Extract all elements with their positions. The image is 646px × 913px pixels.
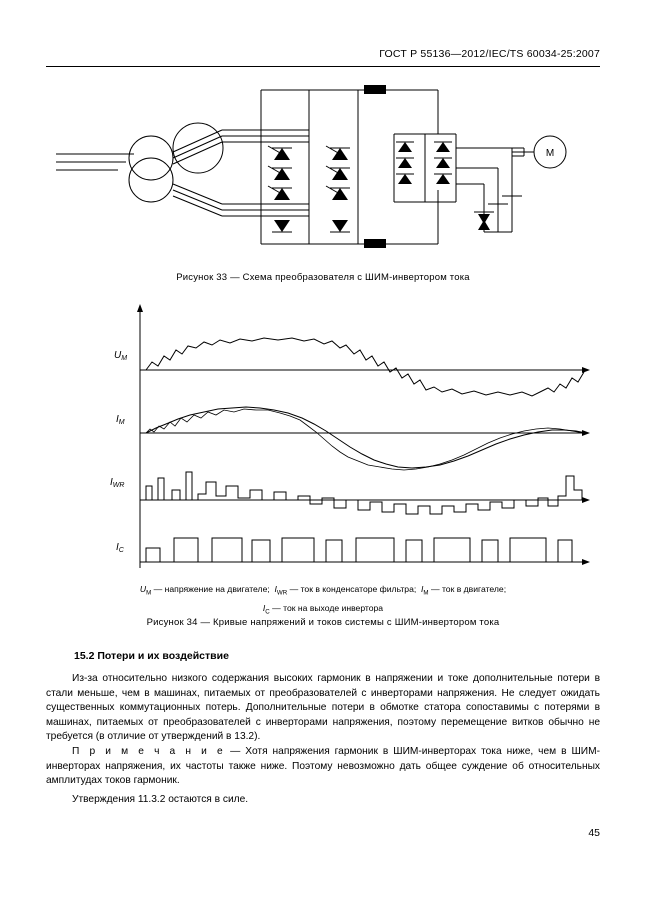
paragraph-statements xyxy=(46,793,600,808)
section-title: 15.2 Потери и их воздействие xyxy=(74,650,229,662)
figure-33-caption: Рисунок 33 — Схема преобразователя с ШИМ-инвертором тока xyxy=(176,272,470,283)
paragraph-losses xyxy=(46,672,600,745)
figure-34-legend-line2: $I_C$ — ток на выходе инвертора xyxy=(262,602,384,616)
paragraph-losses-text: Из-за относительно низкого содержания высоких гармоник в напряжении и токе дополнительные потери в стали меньше, чем в машинах, питаемых от преобразователей с инверторами напряжения. Не следует ожидать существенных коммутационных потерь. Дополнительные потери в обмотке статора сопоставимы с потерями в машинах, питаемых от преобразователей с инверторами напряжения, поэтому перемещение витков обычно не требуется (в отличие от утверждений в 13.2). xyxy=(46,673,600,743)
trace-label-im: $I_M$ xyxy=(116,414,125,426)
page-number: 45 xyxy=(588,827,600,839)
trace-label-um: $U_M$ xyxy=(114,350,128,362)
figure-34-waveforms xyxy=(46,300,600,575)
note-label: П р и м е ч а н и е xyxy=(72,746,226,757)
figure-34-caption: Рисунок 34 — Кривые напряжений и токов системы с ШИМ-инвертором тока xyxy=(146,617,500,628)
trace-label-ic: $I_C$ xyxy=(116,542,124,554)
page-header: ГОСТ Р 55136—2012/IEC/TS 60034-25:2007 xyxy=(379,48,600,60)
figure-34-legend-line1: $U_M$ — напряжение на двигателе; $I_{WR}$ — ток в конденсаторе фильтра; $I_M$ — ток в двигателе; xyxy=(139,584,507,597)
motor-label: М xyxy=(545,148,555,159)
header-rule xyxy=(46,66,600,67)
figure-33-diagram xyxy=(46,72,600,262)
paragraph-statements-text: Утверждения 11.3.2 остаются в силе. xyxy=(72,794,249,805)
note-block xyxy=(46,745,600,789)
trace-label-iwr: $I_{WR}$ xyxy=(110,477,125,489)
figure-34-legend xyxy=(0,582,646,619)
note-text: — Хотя напряжения гармоник в ШИМ-инверторах тока ниже, чем в ШИМ-инверторах напряжения, их частоты также ниже. Поэтому невозможно дать общее суждение об относительных амплитудах токов гармоник. xyxy=(46,746,600,787)
